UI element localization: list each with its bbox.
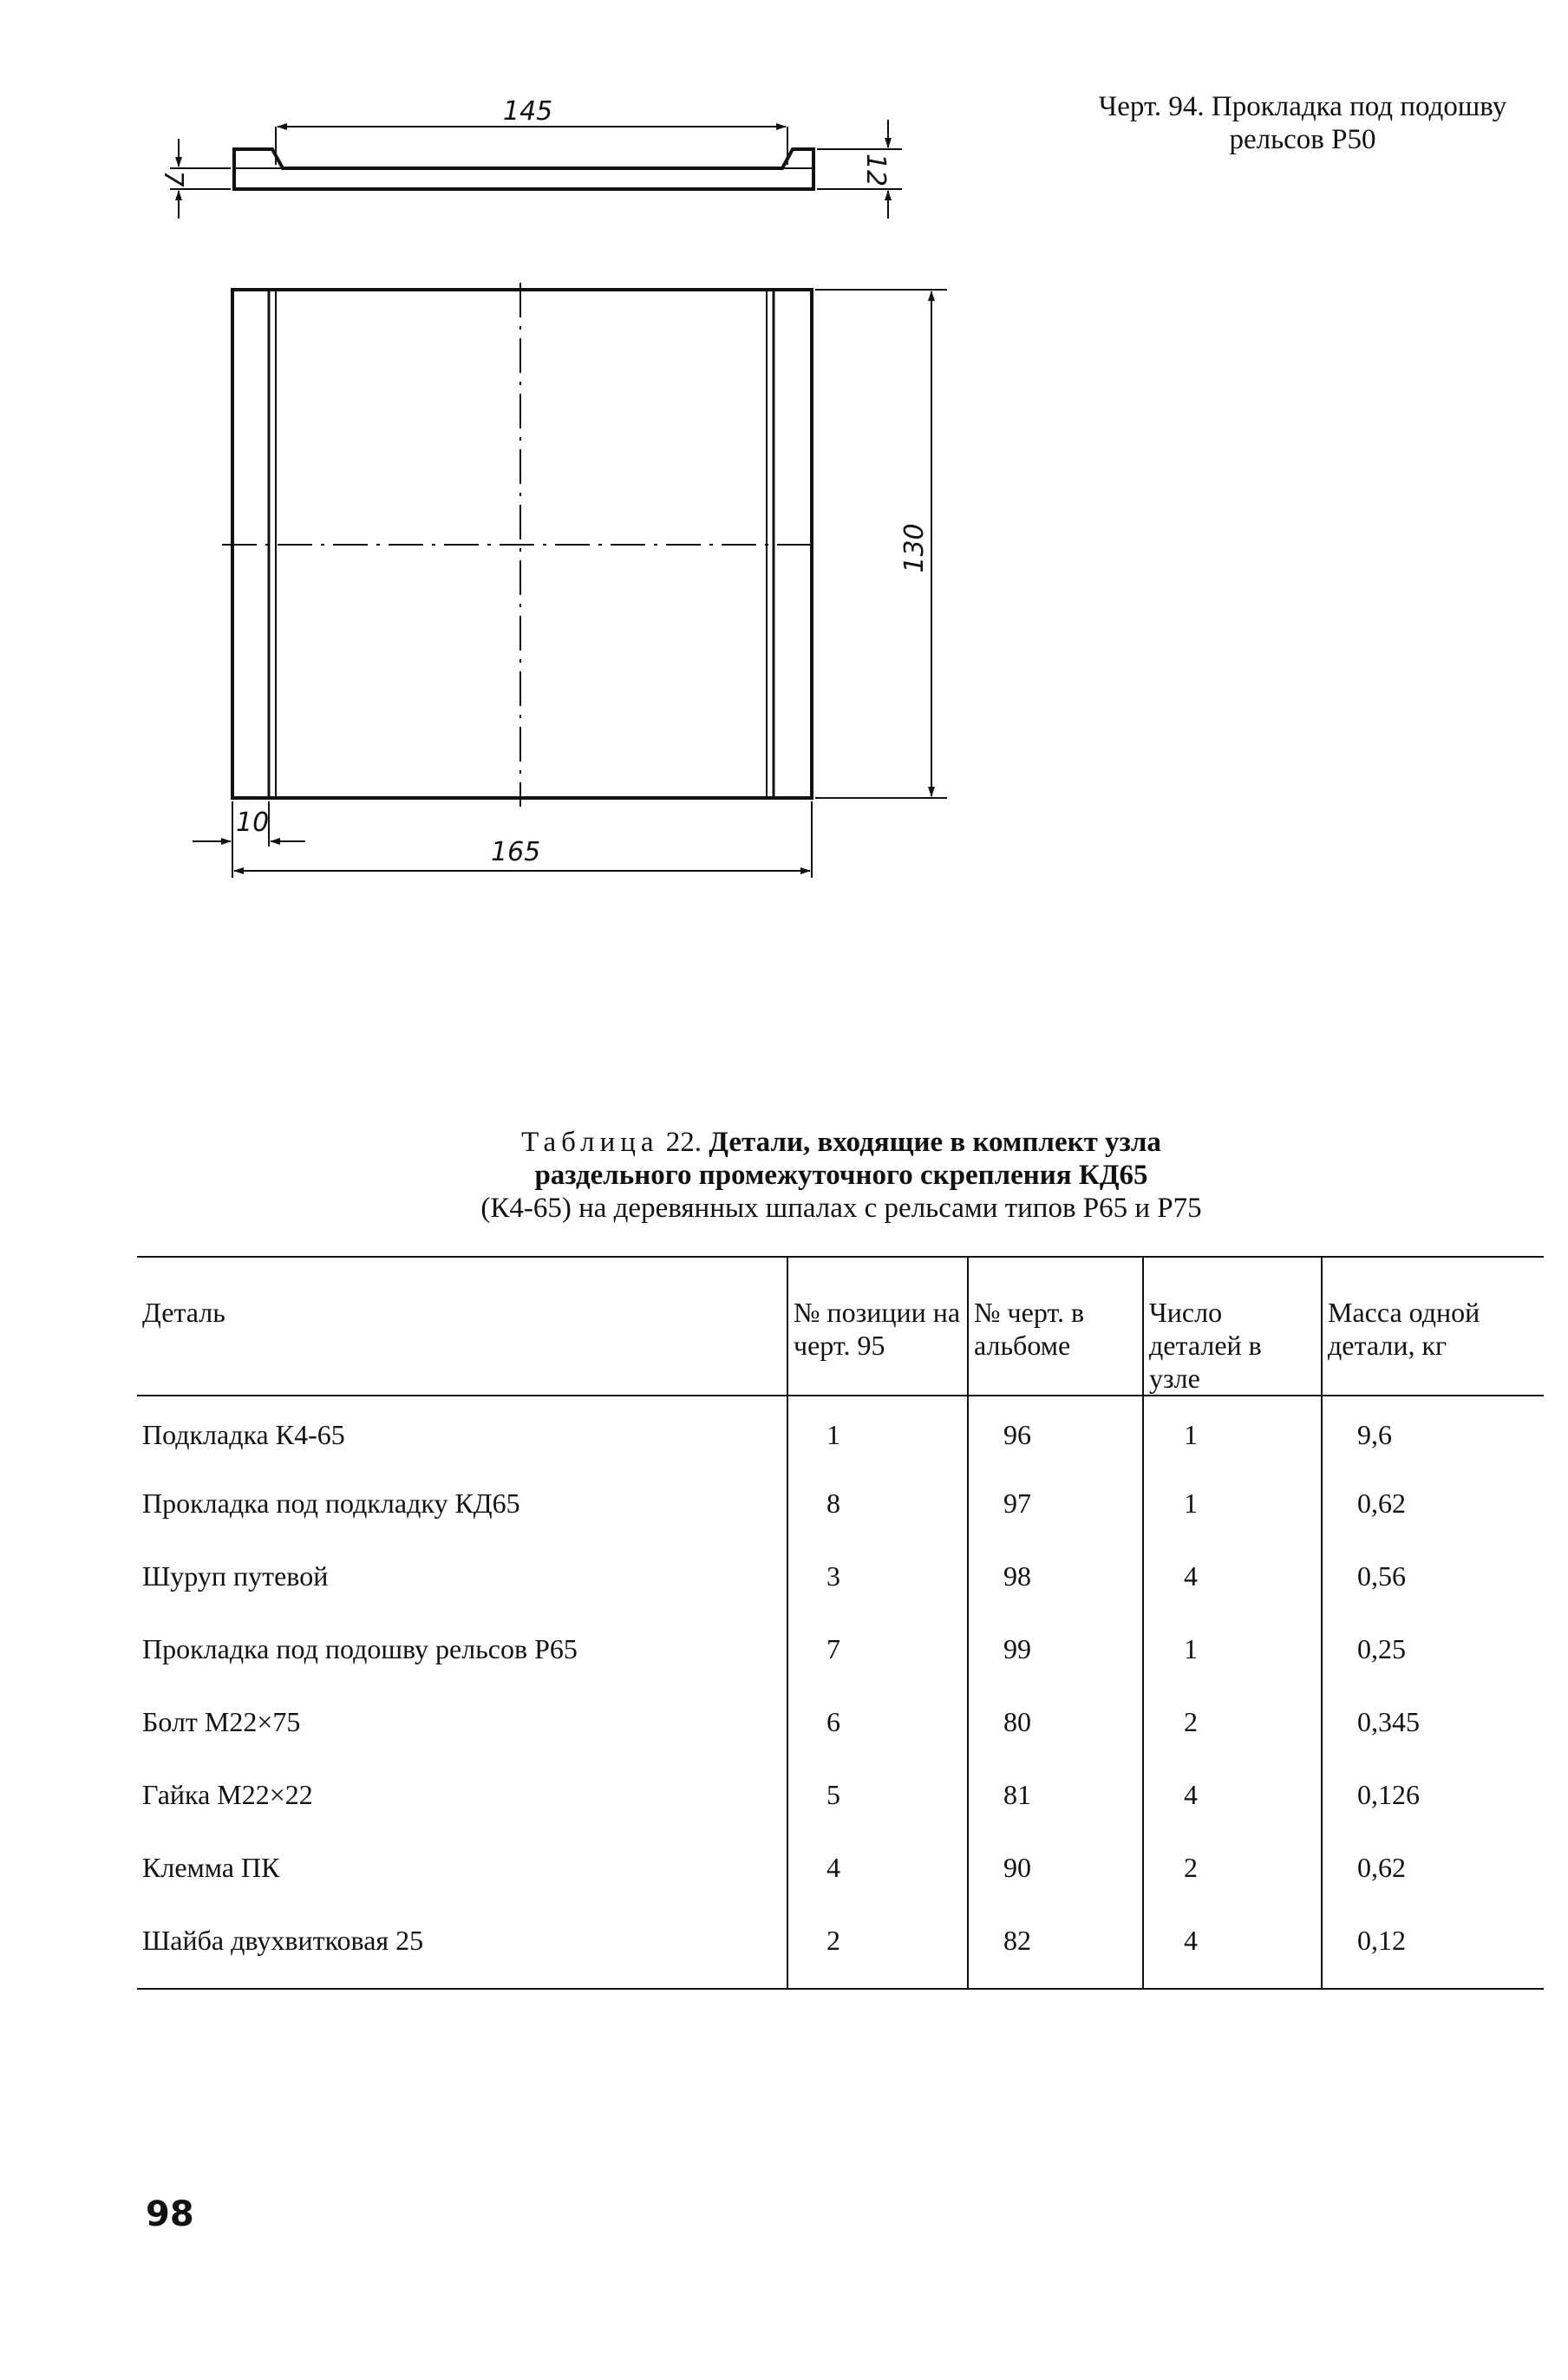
table-row [137, 1833, 1544, 1906]
parts-table [137, 1256, 1544, 1990]
cell-count: 1 [1143, 1614, 1322, 1687]
cell-count: 1 [1143, 1468, 1322, 1541]
header-detail: Деталь [142, 1297, 225, 1328]
table-title-number: 22. [665, 1127, 702, 1158]
cell-mass: 0,62 [1322, 1833, 1544, 1906]
table-title-word: Таблица [521, 1127, 659, 1158]
table-row [137, 1396, 1544, 1468]
cell-drawing-number: 81 [968, 1760, 1143, 1833]
table-header-row [137, 1257, 1544, 1396]
cell-position: 4 [787, 1833, 968, 1906]
cell-position: 5 [787, 1760, 968, 1833]
cell-count: 1 [1143, 1396, 1322, 1468]
header-drawing-number: № черт. в альбоме [968, 1257, 1143, 1396]
cell-detail: Болт М22×75 [142, 1706, 301, 1737]
cell-drawing-number: 90 [968, 1833, 1143, 1906]
cell-detail: Гайка М22×22 [142, 1779, 313, 1810]
cell-detail: Прокладка под подкладку КД65 [142, 1488, 520, 1519]
table-row [137, 1614, 1544, 1687]
cell-position: 6 [787, 1687, 968, 1760]
table-title-line-3: (К4-65) на деревянных шпалах с рельсами типов Р65 и Р75 [480, 1193, 1202, 1224]
cell-count: 2 [1143, 1833, 1322, 1906]
cell-mass: 0,62 [1322, 1468, 1544, 1541]
caption-line-2: рельсов Р50 [1229, 124, 1376, 155]
page-number: 98 [146, 2194, 194, 2234]
cell-drawing-number: 99 [968, 1614, 1143, 1687]
cell-count: 4 [1143, 1541, 1322, 1614]
plan-view [193, 283, 947, 878]
cell-detail: Шайба двухвитковая 25 [142, 1925, 424, 1956]
cell-detail: Клемма ПК [142, 1852, 280, 1883]
cell-drawing-number: 80 [968, 1687, 1143, 1760]
cell-mass: 9,6 [1322, 1396, 1544, 1468]
profile-view [170, 120, 902, 219]
cell-position: 1 [787, 1396, 968, 1468]
table-row [137, 1760, 1544, 1833]
dim-label-10: 10 [236, 808, 270, 838]
caption-line-1: Черт. 94. Прокладка под подошву [1098, 91, 1507, 122]
cell-detail: Прокладка под подошву рельсов Р65 [142, 1633, 578, 1664]
table-title [373, 1126, 1310, 1225]
dim-label-12: 12 [860, 153, 891, 187]
table-row [137, 1468, 1544, 1541]
dim-label-145: 145 [503, 96, 553, 127]
cell-position: 7 [787, 1614, 968, 1687]
table-title-bold-1: Детали, входящие в комплект узла [709, 1127, 1161, 1158]
cell-drawing-number: 96 [968, 1396, 1143, 1468]
table-title-bold-2: раздельного промежуточного скрепления КД65 [534, 1160, 1148, 1191]
cell-drawing-number: 97 [968, 1468, 1143, 1541]
header-position: № позиции на черт. 95 [787, 1257, 968, 1396]
cell-count: 4 [1143, 1906, 1322, 1989]
cell-detail: Подкладка К4-65 [142, 1419, 345, 1450]
cell-mass: 0,12 [1322, 1906, 1544, 1989]
cell-mass: 0,56 [1322, 1541, 1544, 1614]
cell-mass: 0,345 [1322, 1687, 1544, 1760]
cell-mass: 0,25 [1322, 1614, 1544, 1687]
table-row [137, 1906, 1544, 1989]
cell-position: 3 [787, 1541, 968, 1614]
header-count: Число деталей в узле [1143, 1257, 1322, 1396]
header-mass: Масса одной детали, кг [1322, 1257, 1544, 1396]
table-row [137, 1541, 1544, 1614]
cell-detail: Шуруп путевой [142, 1560, 329, 1592]
figure-caption [1068, 90, 1537, 156]
cell-count: 4 [1143, 1760, 1322, 1833]
cell-drawing-number: 98 [968, 1541, 1143, 1614]
table-row [137, 1687, 1544, 1760]
cell-drawing-number: 82 [968, 1906, 1143, 1989]
dim-label-130: 130 [899, 523, 930, 573]
cell-count: 2 [1143, 1687, 1322, 1760]
cell-position: 2 [787, 1906, 968, 1989]
dim-label-165: 165 [491, 837, 541, 867]
cell-mass: 0,126 [1322, 1760, 1544, 1833]
dim-label-7: 7 [158, 170, 188, 187]
cell-position: 8 [787, 1468, 968, 1541]
